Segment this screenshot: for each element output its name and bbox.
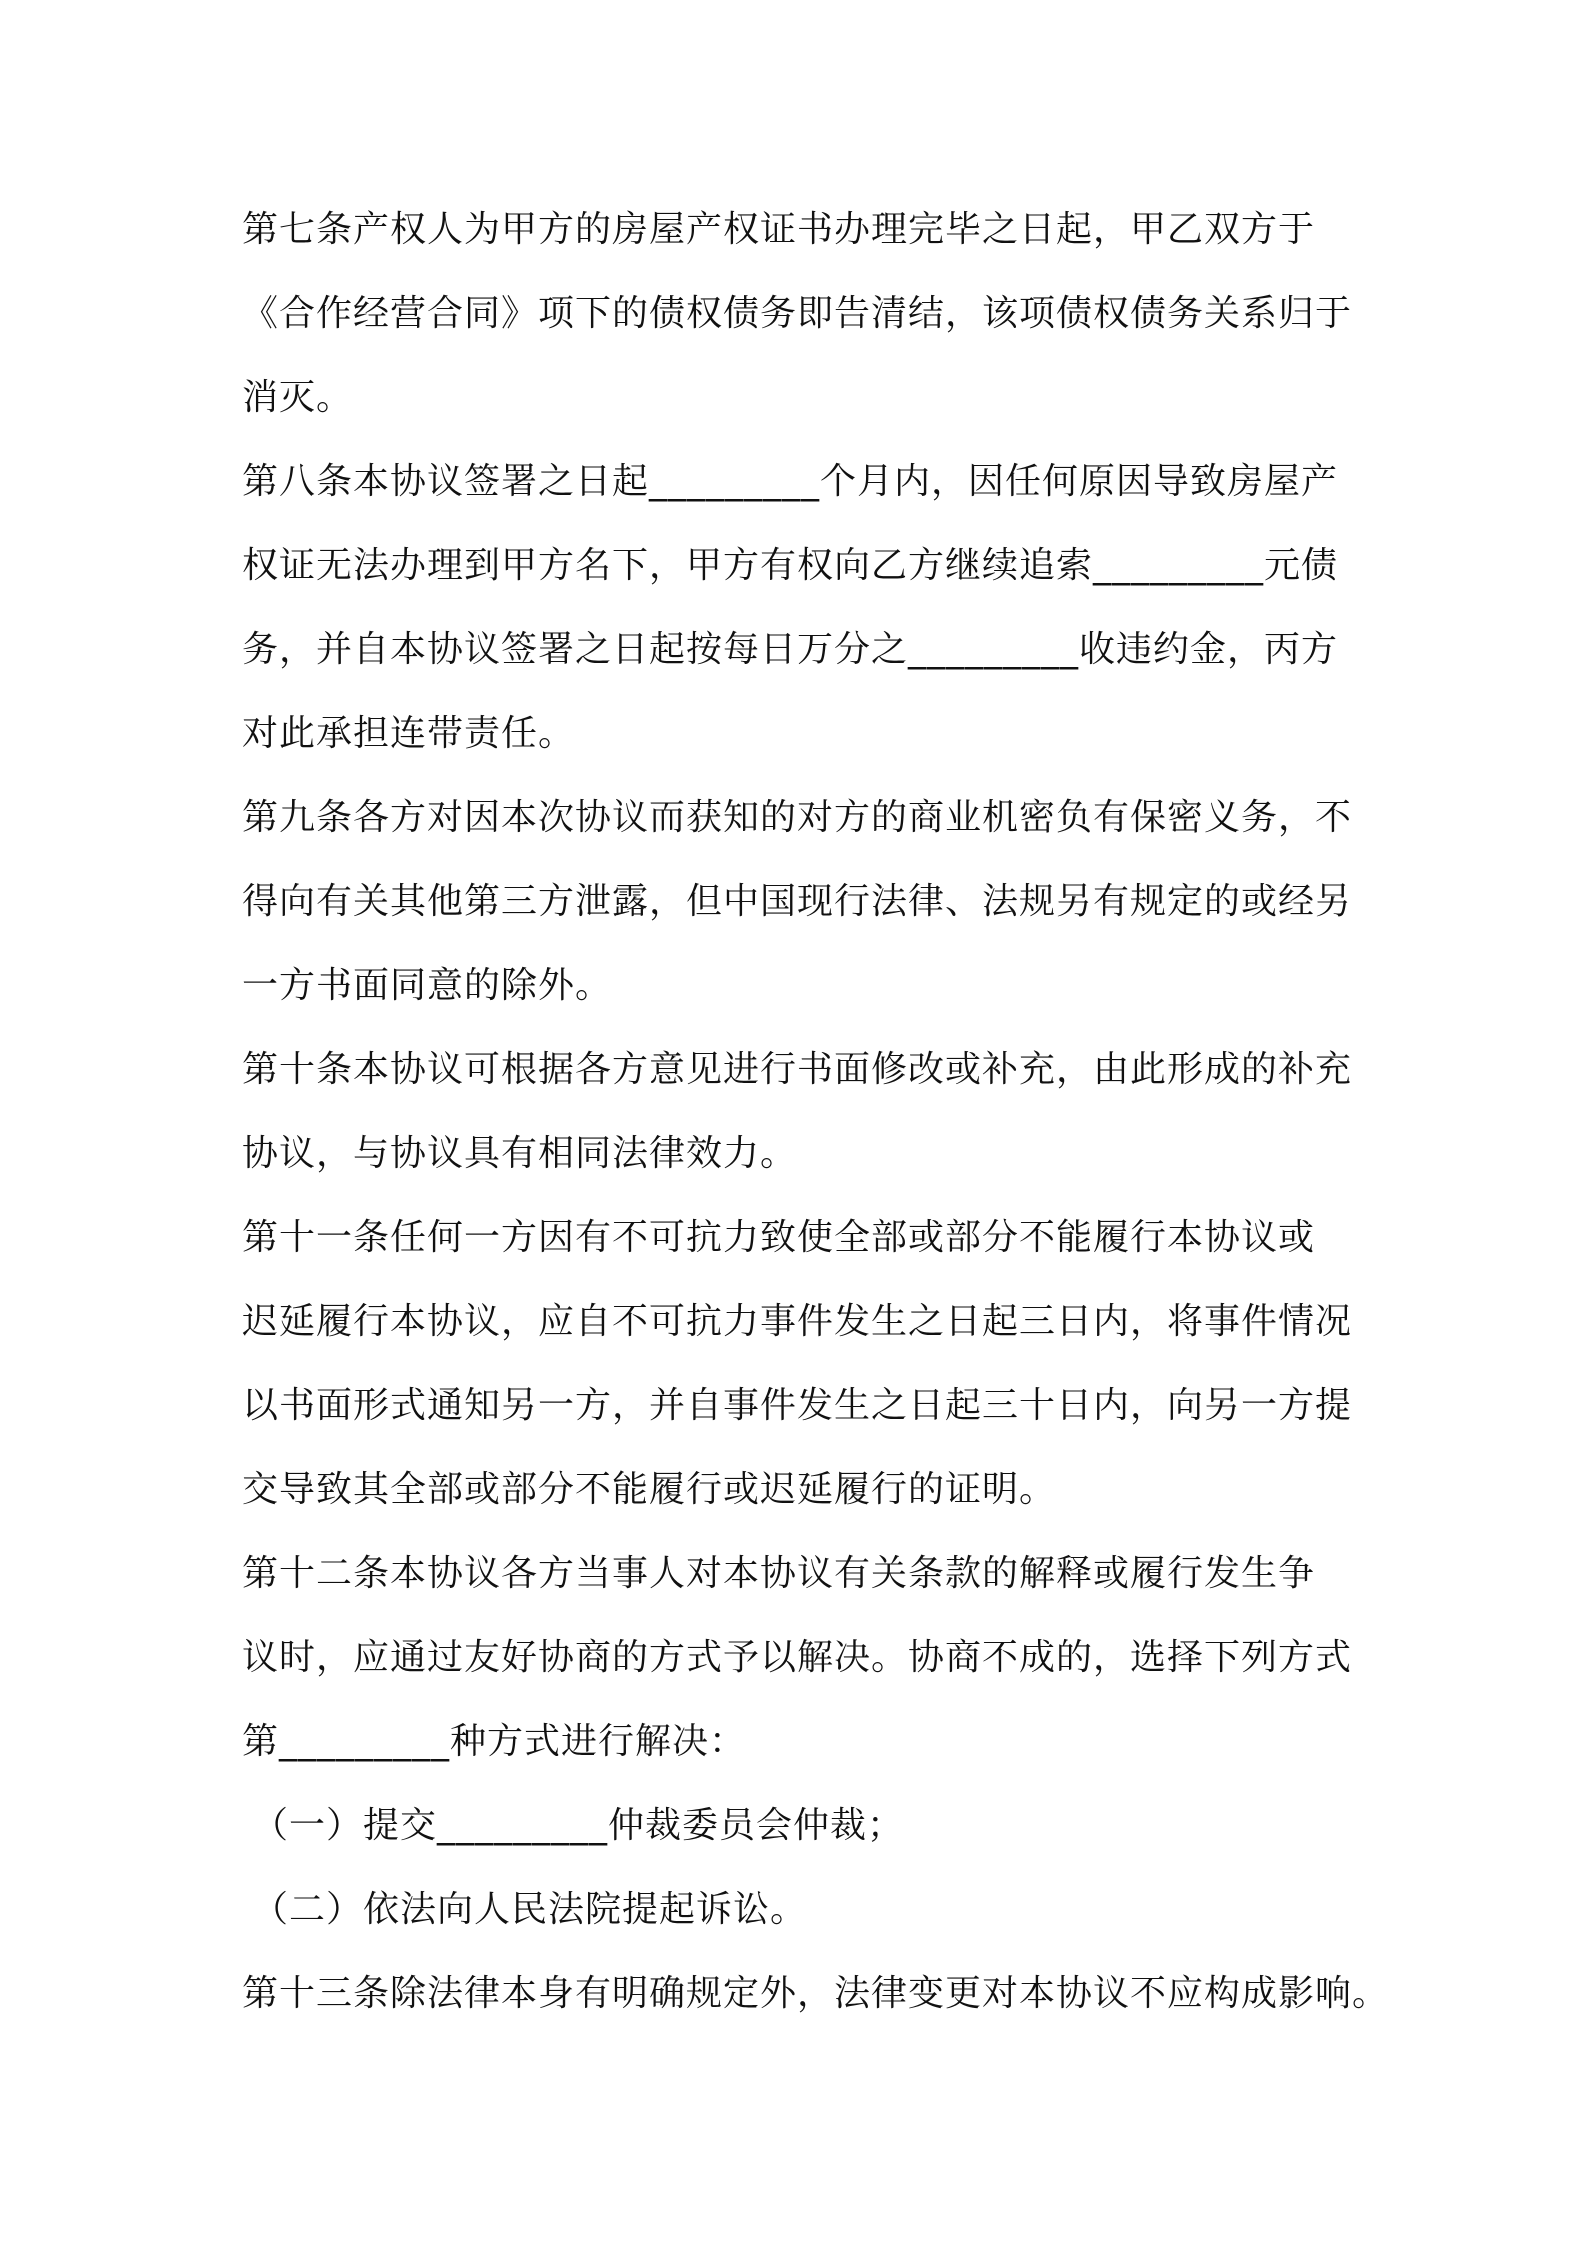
text-line: 交导致其全部或部分不能履行或迟延履行的证明。: [242, 1469, 1057, 1510]
text-line: 第十条本协议可根据各方意见进行书面修改或补充，由此形成的补充: [242, 1049, 1353, 1090]
text-line: 第八条本协议签署之日起_________个月内，因任何原因导致房屋产: [242, 461, 1339, 502]
text-line: 第_________种方式进行解决：: [242, 1721, 747, 1762]
text-line: 消灭。: [242, 377, 354, 418]
text-line: 第十三条除法律本身有明确规定外，法律变更对本协议不应构成影响。: [242, 1973, 1390, 2014]
text-line: 权证无法办理到甲方名下，甲方有权向乙方继续追索_________元债: [242, 545, 1339, 586]
text-line: 一方书面同意的除外。: [242, 965, 613, 1006]
text-line: 务，并自本协议签署之日起按每日万分之_________收违约金，丙方: [242, 629, 1339, 670]
text-line: 以书面形式通知另一方，并自事件发生之日起三十日内，向另一方提: [242, 1385, 1353, 1426]
text-line: 协议，与协议具有相同法律效力。: [242, 1133, 798, 1174]
text-line: 迟延履行本协议，应自不可抗力事件发生之日起三日内，将事件情况: [242, 1301, 1353, 1342]
text-line: 议时，应通过友好协商的方式予以解决。协商不成的，选择下列方式: [242, 1637, 1353, 1678]
text-line: 对此承担连带责任。: [242, 713, 576, 754]
text-line: 《合作经营合同》项下的债权债务即告清结，该项债权债务关系归于: [242, 293, 1353, 334]
text-line: 第十一条任何一方因有不可抗力致使全部或部分不能履行本协议或: [242, 1217, 1316, 1258]
text-line: （二）依法向人民法院提起诉讼。: [252, 1889, 808, 1930]
text-line: 第九条各方对因本次协议而获知的对方的商业机密负有保密义务，不: [242, 797, 1353, 838]
text-line: （一）提交_________仲裁委员会仲裁；: [252, 1805, 905, 1846]
text-line: 得向有关其他第三方泄露，但中国现行法律、法规另有规定的或经另: [242, 881, 1353, 922]
text-line: 第十二条本协议各方当事人对本协议有关条款的解释或履行发生争: [242, 1553, 1316, 1594]
text-line: 第七条产权人为甲方的房屋产权证书办理完毕之日起，甲乙双方于: [242, 209, 1316, 250]
